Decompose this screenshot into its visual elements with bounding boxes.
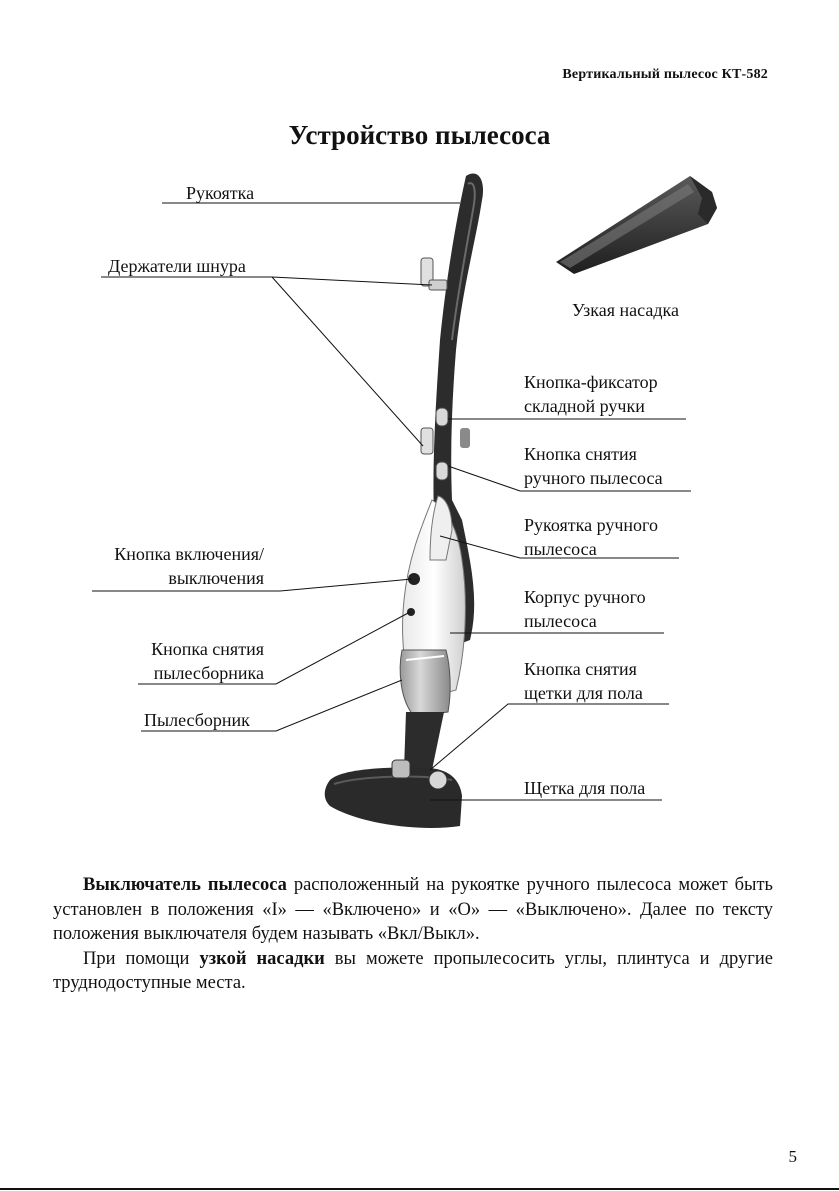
label-handheld-release-line2: ручного пылесоса: [524, 468, 663, 488]
label-cord-holders: Держатели шнура: [108, 256, 246, 276]
bottom-rule: [0, 1188, 839, 1190]
label-handheld-release: [524, 442, 663, 490]
label-body-line1: Корпус ручного: [524, 587, 646, 607]
description-text: [53, 873, 773, 996]
label-bin-release-line2: пылесборника: [153, 663, 264, 683]
paragraph-nozzle-text: вы можете пропылесосить углы, плинтуса и другие труднодоступные места.: [53, 948, 773, 993]
label-body-line2: пылесоса: [524, 611, 597, 631]
page-number: 5: [788, 1147, 797, 1166]
label-brush-release-line2: щетки для пола: [524, 683, 643, 703]
paragraph-switch: [53, 873, 773, 947]
label-brush-release-line1: Кнопка снятия: [524, 659, 637, 679]
paragraph-switch-bold: Выключатель пылесоса: [83, 875, 287, 895]
label-power-line2: выключения: [168, 568, 264, 588]
label-fold-lock-line1: Кнопка-фиксатор: [524, 372, 658, 392]
label-brush-release: [524, 657, 643, 705]
label-power-button: [96, 542, 264, 590]
paragraph-switch-text: расположенный на рукоятке ручного пылесоса может быть установлен в положения «I» — «Включено» и «O» — «Выключено». Далее по тексту положения выключателя будем называть «Вкл/Выкл».: [53, 875, 773, 944]
label-power-line1: Кнопка включения/: [114, 544, 264, 564]
label-handle: Рукоятка: [186, 183, 255, 203]
label-bin-release: [136, 637, 264, 685]
label-fold-lock-line2: складной ручки: [524, 396, 645, 416]
page-title: Устройство пылесоса: [288, 120, 551, 150]
label-handheld-release-line1: Кнопка снятия: [524, 444, 637, 464]
label-narrow-nozzle: Узкая насадка: [572, 300, 679, 320]
paragraph-nozzle: [53, 947, 773, 996]
label-handheld-body: [524, 585, 646, 633]
label-handheld-handle-line2: пылесоса: [524, 539, 597, 559]
label-bin-release-line1: Кнопка снятия: [151, 639, 264, 659]
label-handheld-handle-line1: Рукоятка ручного: [524, 515, 658, 535]
vacuum-image: [325, 173, 483, 827]
label-handheld-handle: [524, 513, 658, 561]
label-fold-lock: [524, 370, 658, 418]
label-dust-bin: Пылесборник: [144, 710, 250, 730]
narrow-nozzle-image: [556, 176, 717, 274]
paragraph-nozzle-bold: узкой насадки: [199, 948, 325, 969]
label-floor-brush: Щетка для пола: [524, 778, 646, 798]
paragraph-nozzle-prefix: При помощи: [83, 948, 200, 969]
running-header: Вертикальный пылесос КТ-582: [562, 67, 768, 82]
